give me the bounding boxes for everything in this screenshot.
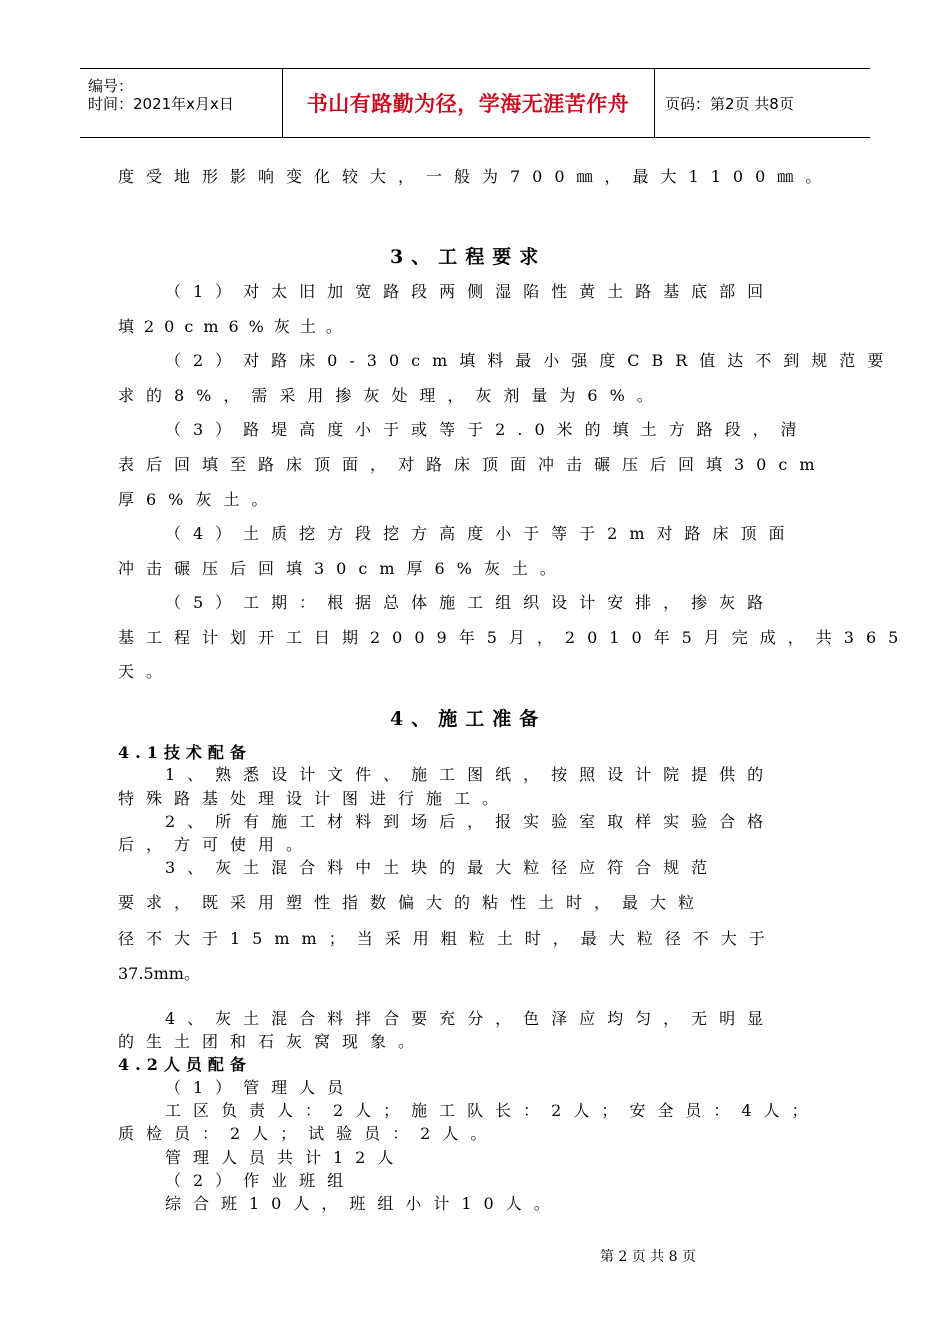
document-number-label: 编号： [88,77,134,95]
tech-3-line-4: 37.5mm。 [118,964,200,983]
staff-1-line-2: 质检员：2人；试验员：2人。 [118,1124,499,1143]
tech-3-line-3: 径不大于15mm；当采用粗粒土时，最大粒径不大于 [118,929,777,948]
header-motto: 书山有路勤为径，学海无涯苦作舟 [282,69,655,137]
staff-1-line-1: 工区负责人：2人；施工队长：2人；安全员：4人； [165,1101,820,1120]
section-3-heading: 3、工程要求 [390,246,547,268]
requirement-2-line-2: 求的8%，需采用掺灰处理，灰剂量为6%。 [118,386,665,405]
staff-2-title: （2）作业班组 [165,1171,356,1190]
requirement-3-line-2: 表后回填至路床顶面，对路床顶面冲击碾压后回填30cm [118,455,827,474]
header-page-info: 页码：第2页 共8页 [665,94,794,113]
staff-1-total: 管理人员共计12人 [165,1148,406,1167]
header-meta-cell [80,69,283,137]
document-date-label: 时间：2021年x月x日 [88,95,234,113]
requirement-1-line-1: （1）对太旧加宽路段两侧湿陷性黄土路基底部回 [165,282,776,301]
subsection-4-1-heading: 4.1技术配备 [118,743,252,762]
requirement-3-line-1: （3）路堤高度小于或等于2.0米的填土方路段，清 [165,420,809,439]
subsection-4-2-heading: 4.2人员配备 [118,1055,252,1074]
requirement-5-line-2: 基工程计划开工日期2009年5月，2010年5月完成，共365 [118,628,911,647]
document-header [80,68,870,138]
tech-2-line-2: 后，方可使用。 [118,835,315,854]
paragraph-line: 度受地形影响变化较大，一般为700㎜，最大1100㎜。 [118,167,834,186]
tech-2-line-1: 2、所有施工材料到场后，报实验室取样实验合格 [165,812,776,831]
requirement-5-line-1: （5）工期：根据总体施工组织设计安排，掺灰路 [165,593,776,612]
requirement-4-line-1: （4）土质挖方段挖方高度小于等于2m对路床顶面 [165,524,797,543]
requirement-3-line-3: 厚6%灰土。 [118,490,280,509]
tech-3-line-1: 3、灰土混合料中土块的最大粒径应符合规范 [165,858,720,877]
tech-4-line-1: 4、灰土混合料拌合要充分，色泽应均匀，无明显 [165,1009,776,1028]
requirement-1-line-2: 填20cm6%灰土。 [118,317,352,336]
requirement-2-line-1: （2）对路床0-30cm填料最小强度CBR值达不到规范要 [165,351,896,370]
tech-1-line-1: 1、熟悉设计文件、施工图纸，按照设计院提供的 [165,765,776,784]
requirement-4-line-2: 冲击碾压后回填30cm厚6%灰土。 [118,559,568,578]
tech-1-line-2: 特殊路基处理设计图进行施工。 [118,789,511,808]
tech-3-line-2: 要求，既采用塑性指数偏大的粘性土时，最大粒 [118,893,707,912]
staff-1-title: （1）管理人员 [165,1078,356,1097]
staff-2-line-1: 综合班10人，班组小计10人。 [165,1194,562,1213]
tech-4-line-2: 的生土团和石灰窝现象。 [118,1032,427,1051]
page-footer: 第 2 页 共 8 页 [599,1249,697,1265]
requirement-5-line-3: 天。 [118,662,175,681]
section-4-heading: 4、施工准备 [390,708,547,730]
